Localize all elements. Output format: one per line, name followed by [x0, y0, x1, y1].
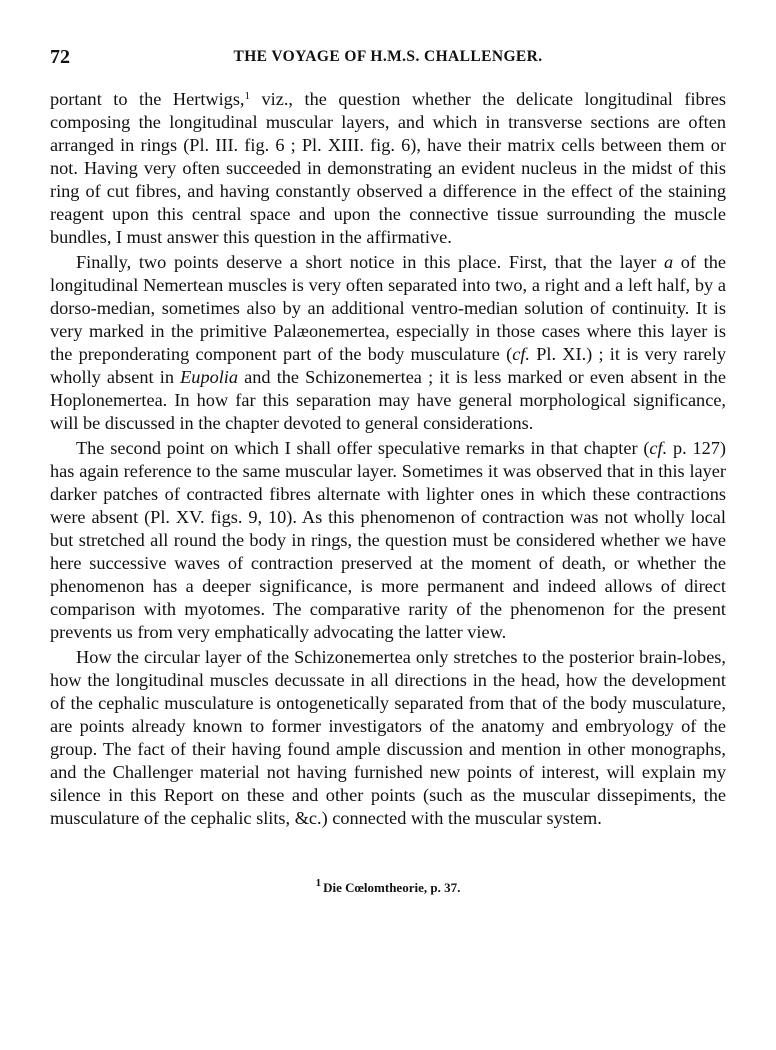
paragraph-1 [50, 88, 726, 249]
page-header [50, 46, 726, 70]
italic-text: cf. [649, 438, 668, 458]
paragraph-4 [50, 646, 726, 830]
page-number: 72 [50, 46, 70, 68]
text-run: and the Schizonemertea ; it is less marked or even absent in the Hoplonemertea. In how far this separation may have general morphological significance, will be discussed in the chapter devoted to general considerations. [50, 367, 727, 433]
italic-text: cf. [512, 344, 530, 364]
text-run: The second point on which I shall offer speculative remarks in that chapter ( [76, 438, 650, 458]
footnote-text: Die Cœlomtheorie, p. 37. [323, 880, 461, 895]
body-text [50, 88, 726, 830]
text-run: viz., the question whether the delicate longitudinal fibres composing the longitudinal muscular layers, and which in transverse sections are often arranged in rings (Pl. III. fig. 6 ; Pl. XIII. fig. 6), have their matrix cells between them or not. Having very often succeeded in demonstrating an evident nucleus in the midst of this ring of cut fibres, and having constantly observed a difference in the effect of the staining reagent upon this central space and upon the connective tissue surrounding the muscle bundles, I must answer this question in the affirmative. [50, 89, 726, 247]
text-run: p. 127) has again reference to the same muscular layer. Sometimes it was observed that in this layer darker patches of contracted fibres alternate with lighter ones in which these contractions were absent (Pl. XV. figs. 9, 10). As this phenomenon of contraction was not wholly local but stretched all round the body in rings, the question must be considered whether we have here successive waves of contraction preserved at the moment of death, or whether the phenomenon has a deeper significance, is more permanent and indeed allows of direct comparison with myotomes. The comparative rarity of the phenomenon for the present prevents us from very emphatically advocating the latter view. [50, 438, 726, 642]
text-run: Finally, two points deserve a short notice in this place. First, that the layer [76, 252, 664, 272]
text-run: portant to the Hertwigs, [50, 89, 245, 109]
text-run: How the circular layer of the Schizonemertea only stretches to the posterior brain-lobes, how the longitudinal muscles decussate in all directions in the head, how the development of the cephalic musculature is ontogenetically separated from that of the body musculature, are points already known to former investigators of the anatomy and embryology of the group. The fact of their having found ample discussion and mention in other monographs, and the Challenger material not having furnished new points of interest, will explain my silence in this Report on these and other points (such as the muscular dissepiments, the musculature of the cephalic slits, &c.) connected with the muscular system. [50, 647, 726, 828]
text-run: of the longitudinal Nemertean muscles is very often separated into two, a right and a left half, by a dorso-median, sometimes also by an additional ventro-median solution of continuity. It is very marked in the primitive Palæonemertea, especially in those cases where this layer is the preponderating component part of the body musculature ( [50, 252, 726, 364]
text-run: Pl. XI.) ; it is very rarely wholly absent in [50, 344, 727, 387]
footnote [50, 877, 726, 896]
paragraph-3 [50, 437, 726, 644]
running-title: THE VOYAGE OF H.M.S. CHALLENGER. [233, 48, 543, 65]
footnote-reference: 1 [244, 90, 250, 102]
italic-text: a [663, 252, 674, 272]
italic-text: Eupolia [180, 367, 239, 387]
paragraph-2 [50, 251, 726, 435]
footnote-mark: 1 [315, 877, 322, 889]
